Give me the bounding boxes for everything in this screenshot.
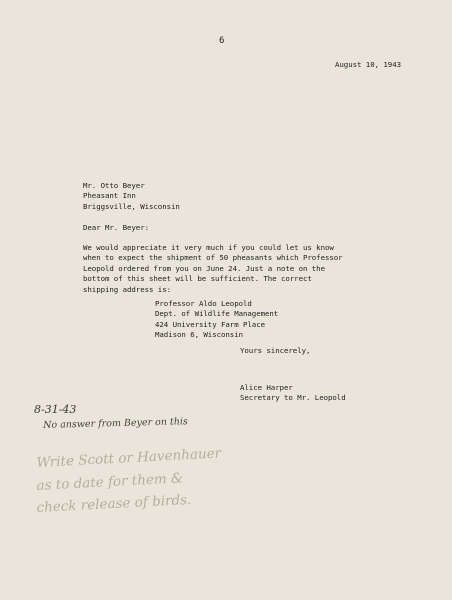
shipping-line: 424 University Farm Place xyxy=(155,319,265,329)
shipping-line: Professor Aldo Leopold xyxy=(155,299,252,308)
faint-handwritten-line: as to date for them & xyxy=(36,470,184,494)
recipient-line: Briggsville, Wisconsin xyxy=(83,201,180,211)
letter-date: August 10, 1943 xyxy=(335,60,401,69)
signature-name: Alice Harper xyxy=(240,383,293,392)
shipping-address xyxy=(155,299,278,341)
shipping-line: Dept. of Wildlife Management xyxy=(155,309,279,319)
letter-body xyxy=(83,243,343,295)
recipient-line: Mr. Otto Beyer xyxy=(83,181,145,190)
faint-handwritten-line: Write Scott or Havenhauer xyxy=(36,445,222,471)
signature-title: Secretary to Mr. Leopold xyxy=(240,393,346,403)
faint-handwritten-line: check release of birds. xyxy=(36,491,192,516)
recipient-address xyxy=(83,181,180,212)
recipient-line: Pheasant Inn xyxy=(83,191,136,201)
handwritten-date: 8-31-43 xyxy=(34,403,77,416)
signature-block xyxy=(240,383,346,404)
closing: Yours sincerely, xyxy=(240,346,311,355)
body-line: shipping address is: xyxy=(83,284,171,294)
salutation: Dear Mr. Beyer: xyxy=(83,223,149,232)
body-line: bottom of this sheet will be sufficient. The correct xyxy=(83,274,312,284)
body-line: Leopold ordered from you on June 24. Just a note on the xyxy=(83,263,325,273)
body-line: We would appreciate it very much if you could let us know xyxy=(83,243,334,252)
page-number: 6 xyxy=(219,36,225,46)
body-line: when to expect the shipment of 50 pheasants which Professor xyxy=(83,253,343,263)
shipping-line: Madison 6, Wisconsin xyxy=(155,330,243,340)
handwritten-note: No answer from Beyer on this xyxy=(43,416,188,431)
